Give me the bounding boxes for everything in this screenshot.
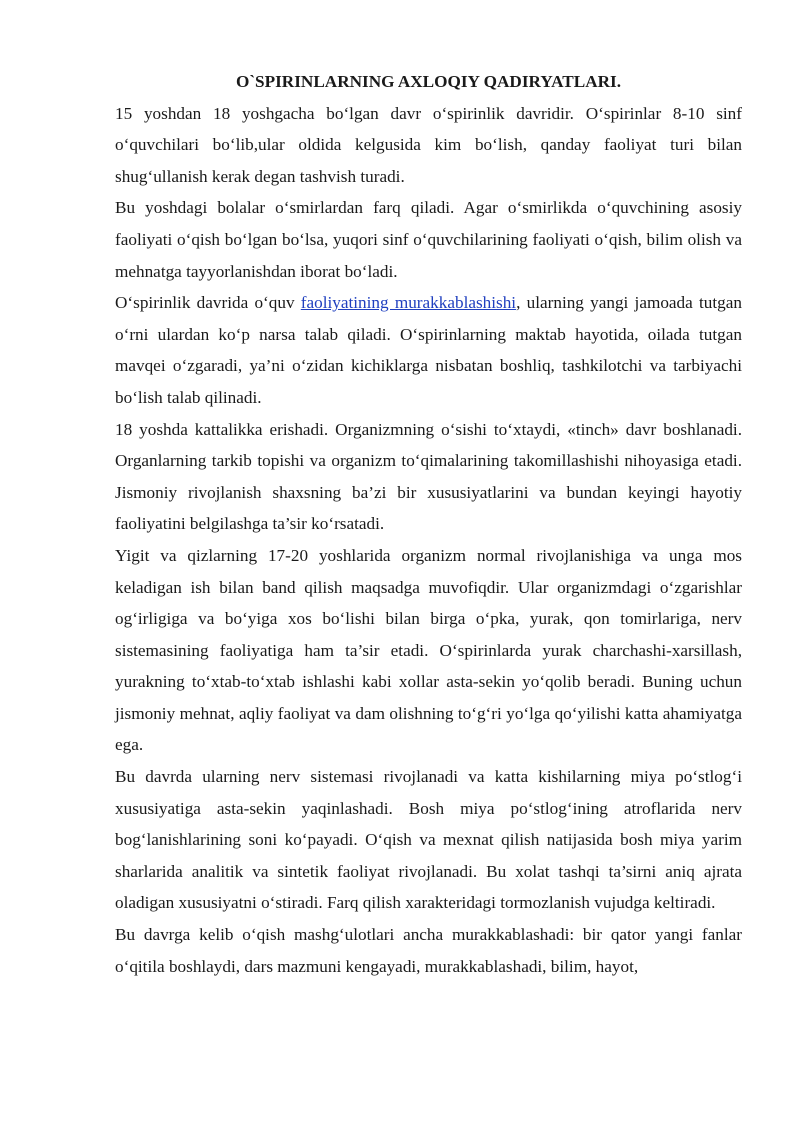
paragraph-3-text-after-link: , ularning yangi jamoada tutgan o‘rni ulardan ko‘p narsa talab qiladi. O‘spirinlarning maktab hayotida, oilada tutgan mavqei o‘zgaradi, ya’ni o‘zidan kichiklarga nisbatan boshliq, tashkilotchi va tarbiyachi bo‘lish talab qilinadi. — [115, 293, 742, 407]
paragraph-6: Bu davrda ularning nerv sistemasi rivojlanadi va katta kishilarning miya po‘stlog‘i xususiyatiga asta-sekin yaqinlashadi. Bosh miya po‘stlog‘ining atroflarida nerv bog‘lanishlarining soni ko‘payadi. O‘qish va mexnat qilish natijasida bosh miya yarim sharlarida analitik va sintetik faoliyat rivojlanadi. Bu xolat tashqi ta’sirni aniq ajrata oladigan xususiyatni o‘stiradi. Farq qilish xarakteridagi tormozlanish vujudga keltiradi. — [115, 767, 742, 913]
paragraph-2: Bu yoshdagi bolalar o‘smirlardan farq qiladi. Agar o‘smirlikda o‘quvchining asosiy faoliyati o‘qish bo‘lgan bo‘lsa, yuqori sinf o‘quvchilarining faoliyati o‘qish, bilim olish va mehnatga tayyorlanishdan iborat bo‘ladi. — [115, 198, 742, 281]
paragraph-4: 18 yoshda kattalikka erishadi. Organizmning o‘sishi to‘xtaydi, «tinch» davr boshlanadi. Organlarning tarkib topishi va organizm to‘qimalarining takomillashishi nihoyasiga etadi. Jismoniy rivojlanish shaxsning ba’zi bir xususiyatlarini va bundan keyingi hayotiy faoliyatini belgilashga ta’sir ko‘rsatadi. — [115, 419, 742, 534]
document-title: O`SPIRINLARNING AXLOQIY QADIRYATLARI. — [235, 72, 622, 91]
paragraph-3-text-before-link: O‘spirinlik davrida o‘quv — [115, 293, 301, 313]
paragraph-5: Yigit va qizlarning 17-20 yoshlarida organizm normal rivojlanishiga va unga mos keladigan ish bilan band qilish maqsadga muvofiqdir. Ular organizmdagi o‘zgarishlar og‘irligiga va bo‘yiga xos bo‘lishi bilan birga o‘pka, yurak, qon tomirlariga, nerv sistemasining faoliyatiga ham ta’sir etadi. O‘spirinlarda yurak charchashi-xarsillash, yurakning to‘xtab-to‘xtab ishlashi kabi xollar asta-sekin yo‘qolib beradi. Buning uchun jismoniy mehnat, aqliy faoliyat va dam olishning to‘g‘ri yo‘lga qo‘yilishi katta ahamiyatga ega. — [115, 545, 742, 755]
paragraph-7: Bu davrga kelib o‘qish mashg‘ulotlari ancha murakkablashadi: bir qator yangi fanlar o‘qitila boshlaydi, dars mazmuni kengayadi, murakkablashadi, bilim, hayot, — [115, 925, 742, 976]
hyperlink-faoliyatining-murakkablashishi[interactable]: faoliyatining murakkablashishi — [300, 293, 517, 313]
paragraph-3 — [115, 287, 742, 413]
document-body — [115, 66, 742, 982]
paragraph-1: 15 yoshdan 18 yoshgacha bo‘lgan davr o‘spirinlik davridir. O‘spirinlar 8-10 sinf o‘quvchilari bo‘lib,ular oldida kelgusida kim bo‘lish, qanday faoliyat turi bilan shug‘ullanish kerak degan tashvish turadi. — [115, 103, 742, 186]
